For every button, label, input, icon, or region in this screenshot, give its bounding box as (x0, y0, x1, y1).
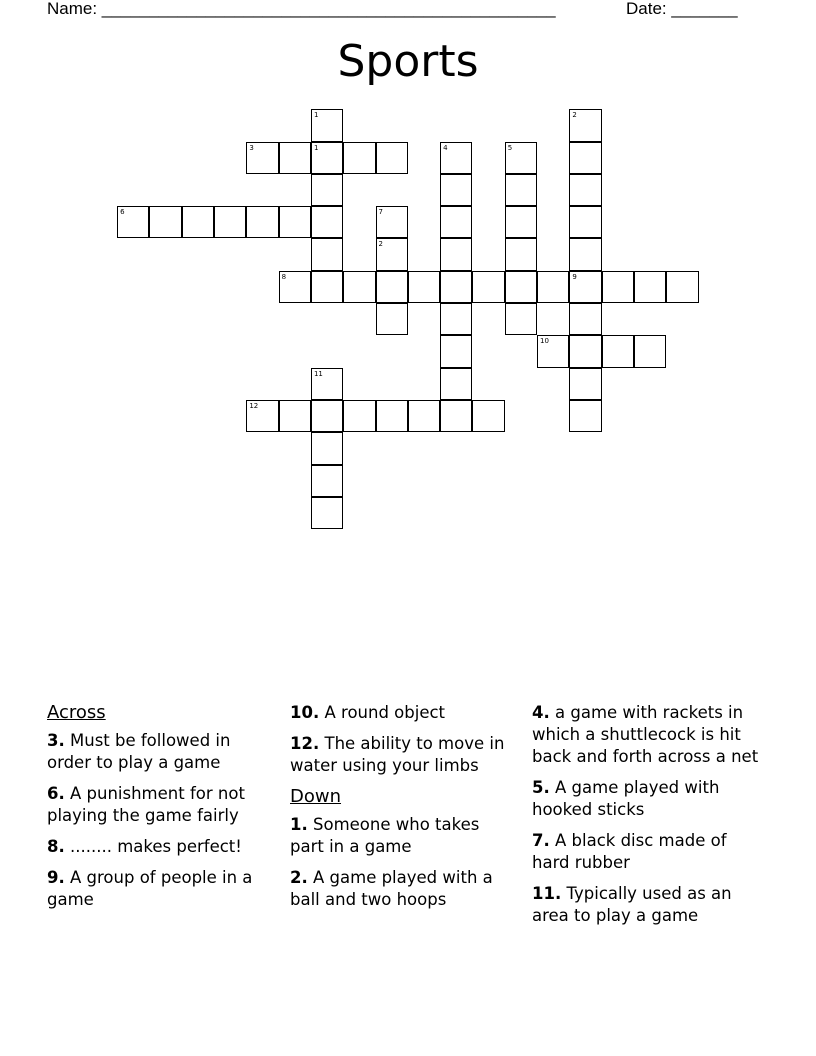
clue-text: Must be followed in order to play a game (47, 731, 231, 772)
crossword-cell[interactable] (311, 206, 343, 238)
clue-across-12 (290, 733, 518, 777)
crossword-cell[interactable] (505, 238, 537, 270)
crossword-cell[interactable] (505, 206, 537, 238)
cell-number: 8 (281, 272, 287, 281)
cell-number: 11 (313, 369, 323, 378)
clue-text: A punishment for not playing the game fairly (47, 784, 245, 825)
crossword-cell[interactable] (311, 368, 343, 400)
crossword-cell[interactable] (569, 142, 601, 174)
crossword-cell[interactable] (182, 206, 214, 238)
crossword-cell[interactable] (440, 206, 472, 238)
clue-number: 5. (532, 778, 550, 797)
crossword-cell[interactable] (569, 271, 601, 303)
cell-number: 1 (313, 111, 319, 120)
crossword-cell[interactable] (440, 271, 472, 303)
crossword-cell[interactable] (440, 368, 472, 400)
crossword-cell[interactable] (602, 271, 634, 303)
crossword-cell[interactable] (279, 271, 311, 303)
crossword-cell[interactable] (149, 206, 181, 238)
clue-number: 12. (290, 734, 320, 753)
clue-number: 11. (532, 884, 562, 903)
clue-down-5 (532, 777, 760, 821)
clue-text: A round object (324, 703, 446, 722)
clue-number: 9. (47, 868, 65, 887)
clue-text: a game with rackets in which a shuttlecock is hit back and forth across a net (532, 703, 759, 766)
clue-number: 3. (47, 731, 65, 750)
clue-number: 1. (290, 815, 308, 834)
crossword-cell[interactable] (440, 238, 472, 270)
crossword-cell[interactable] (343, 400, 375, 432)
cell-number: 9 (572, 272, 577, 281)
crossword-cell[interactable] (343, 271, 375, 303)
cell-number: 1 (313, 143, 319, 152)
clue-column-3 (532, 702, 760, 936)
name-field-label: Name: ________________________________________________ (47, 0, 556, 18)
crossword-cell[interactable] (569, 206, 601, 238)
clue-down-4 (532, 702, 760, 768)
crossword-cell[interactable] (408, 400, 440, 432)
crossword-cell[interactable] (311, 432, 343, 464)
crossword-cell[interactable] (634, 271, 666, 303)
clue-text: Someone who takes part in a game (290, 815, 480, 856)
crossword-cell[interactable] (117, 206, 149, 238)
crossword-cell[interactable] (440, 142, 472, 174)
page-title: Sports (337, 36, 479, 87)
cell-number: 10 (540, 337, 549, 346)
crossword-cell[interactable] (505, 174, 537, 206)
crossword-cell[interactable] (311, 238, 343, 270)
clue-number: 10. (290, 703, 320, 722)
cell-number: 4 (443, 143, 448, 152)
date-field-label: Date: _______ (626, 0, 738, 18)
crossword-cell[interactable] (376, 271, 408, 303)
clue-text: Typically used as an area to play a game (532, 884, 732, 925)
crossword-cell[interactable] (666, 271, 698, 303)
crossword-cell[interactable] (440, 174, 472, 206)
clue-text: The ability to move in water using your limbs (290, 734, 505, 775)
crossword-cell[interactable] (214, 206, 246, 238)
crossword-cell[interactable] (440, 303, 472, 335)
cell-number: 2 (572, 111, 577, 120)
clue-text: ........ makes perfect! (70, 837, 242, 856)
clue-down-1 (290, 814, 518, 858)
crossword-cell[interactable] (408, 271, 440, 303)
crossword-cell[interactable] (537, 271, 569, 303)
crossword-cell[interactable] (472, 400, 504, 432)
clue-across-10 (290, 702, 518, 724)
crossword-cell[interactable] (537, 335, 569, 367)
crossword-cell[interactable] (602, 335, 634, 367)
crossword-cell[interactable] (311, 142, 343, 174)
clue-number: 2. (290, 868, 308, 887)
clue-across-6 (47, 783, 275, 827)
cell-number: 7 (378, 208, 384, 217)
crossword-cell[interactable] (505, 142, 537, 174)
crossword-cell[interactable] (311, 465, 343, 497)
clue-number: 4. (532, 703, 550, 722)
clue-down-2 (290, 867, 518, 911)
clue-column-2 (290, 702, 518, 920)
clue-across-9 (47, 867, 275, 911)
clue-across-3 (47, 730, 275, 774)
crossword-cell[interactable] (569, 174, 601, 206)
clue-number: 7. (532, 831, 550, 850)
clue-number: 6. (47, 784, 65, 803)
clue-down-7 (532, 830, 760, 874)
crossword-cell[interactable] (569, 368, 601, 400)
crossword-cell[interactable] (376, 238, 408, 270)
crossword-cell[interactable] (569, 303, 601, 335)
crossword-cell[interactable] (311, 271, 343, 303)
crossword-cell[interactable] (569, 109, 601, 141)
crossword-cell[interactable] (311, 497, 343, 529)
crossword-cell[interactable] (311, 174, 343, 206)
crossword-cell[interactable] (440, 335, 472, 367)
crossword-cell[interactable] (246, 142, 278, 174)
cell-number: 3 (249, 143, 254, 152)
crossword-cell[interactable] (505, 271, 537, 303)
cell-number: 12 (249, 401, 259, 410)
clue-across-8 (47, 836, 275, 858)
crossword-cell[interactable] (311, 109, 343, 141)
crossword-cell[interactable] (376, 142, 408, 174)
crossword-cell[interactable] (634, 335, 666, 367)
crossword-cell[interactable] (569, 400, 601, 432)
cell-number: 6 (120, 208, 125, 217)
crossword-cell[interactable] (246, 206, 278, 238)
crossword-cell[interactable] (376, 206, 408, 238)
clue-text: A game played with a ball and two hoops (290, 868, 493, 909)
crossword-cell[interactable] (343, 142, 375, 174)
clue-text: A black disc made of hard rubber (532, 831, 727, 872)
crossword-cell[interactable] (279, 206, 311, 238)
crossword-cell[interactable] (569, 335, 601, 367)
crossword-cell[interactable] (246, 400, 278, 432)
clue-down-11 (532, 883, 760, 927)
crossword-cell[interactable] (376, 400, 408, 432)
cell-number: 2 (378, 240, 384, 249)
crossword-cell[interactable] (376, 303, 408, 335)
cell-number: 5 (507, 143, 513, 152)
crossword-cell[interactable] (472, 271, 504, 303)
crossword-cell[interactable] (279, 400, 311, 432)
crossword-cell[interactable] (569, 238, 601, 270)
clue-column-1 (47, 702, 275, 920)
crossword-cell[interactable] (279, 142, 311, 174)
across-heading: Across (47, 702, 106, 723)
crossword-cell[interactable] (505, 303, 537, 335)
clue-text: A group of people in a game (47, 868, 253, 909)
down-heading: Down (290, 786, 342, 807)
crossword-cell[interactable] (440, 400, 472, 432)
clue-text: A game played with hooked sticks (532, 778, 720, 819)
crossword-cell[interactable] (311, 400, 343, 432)
clue-number: 8. (47, 837, 65, 856)
